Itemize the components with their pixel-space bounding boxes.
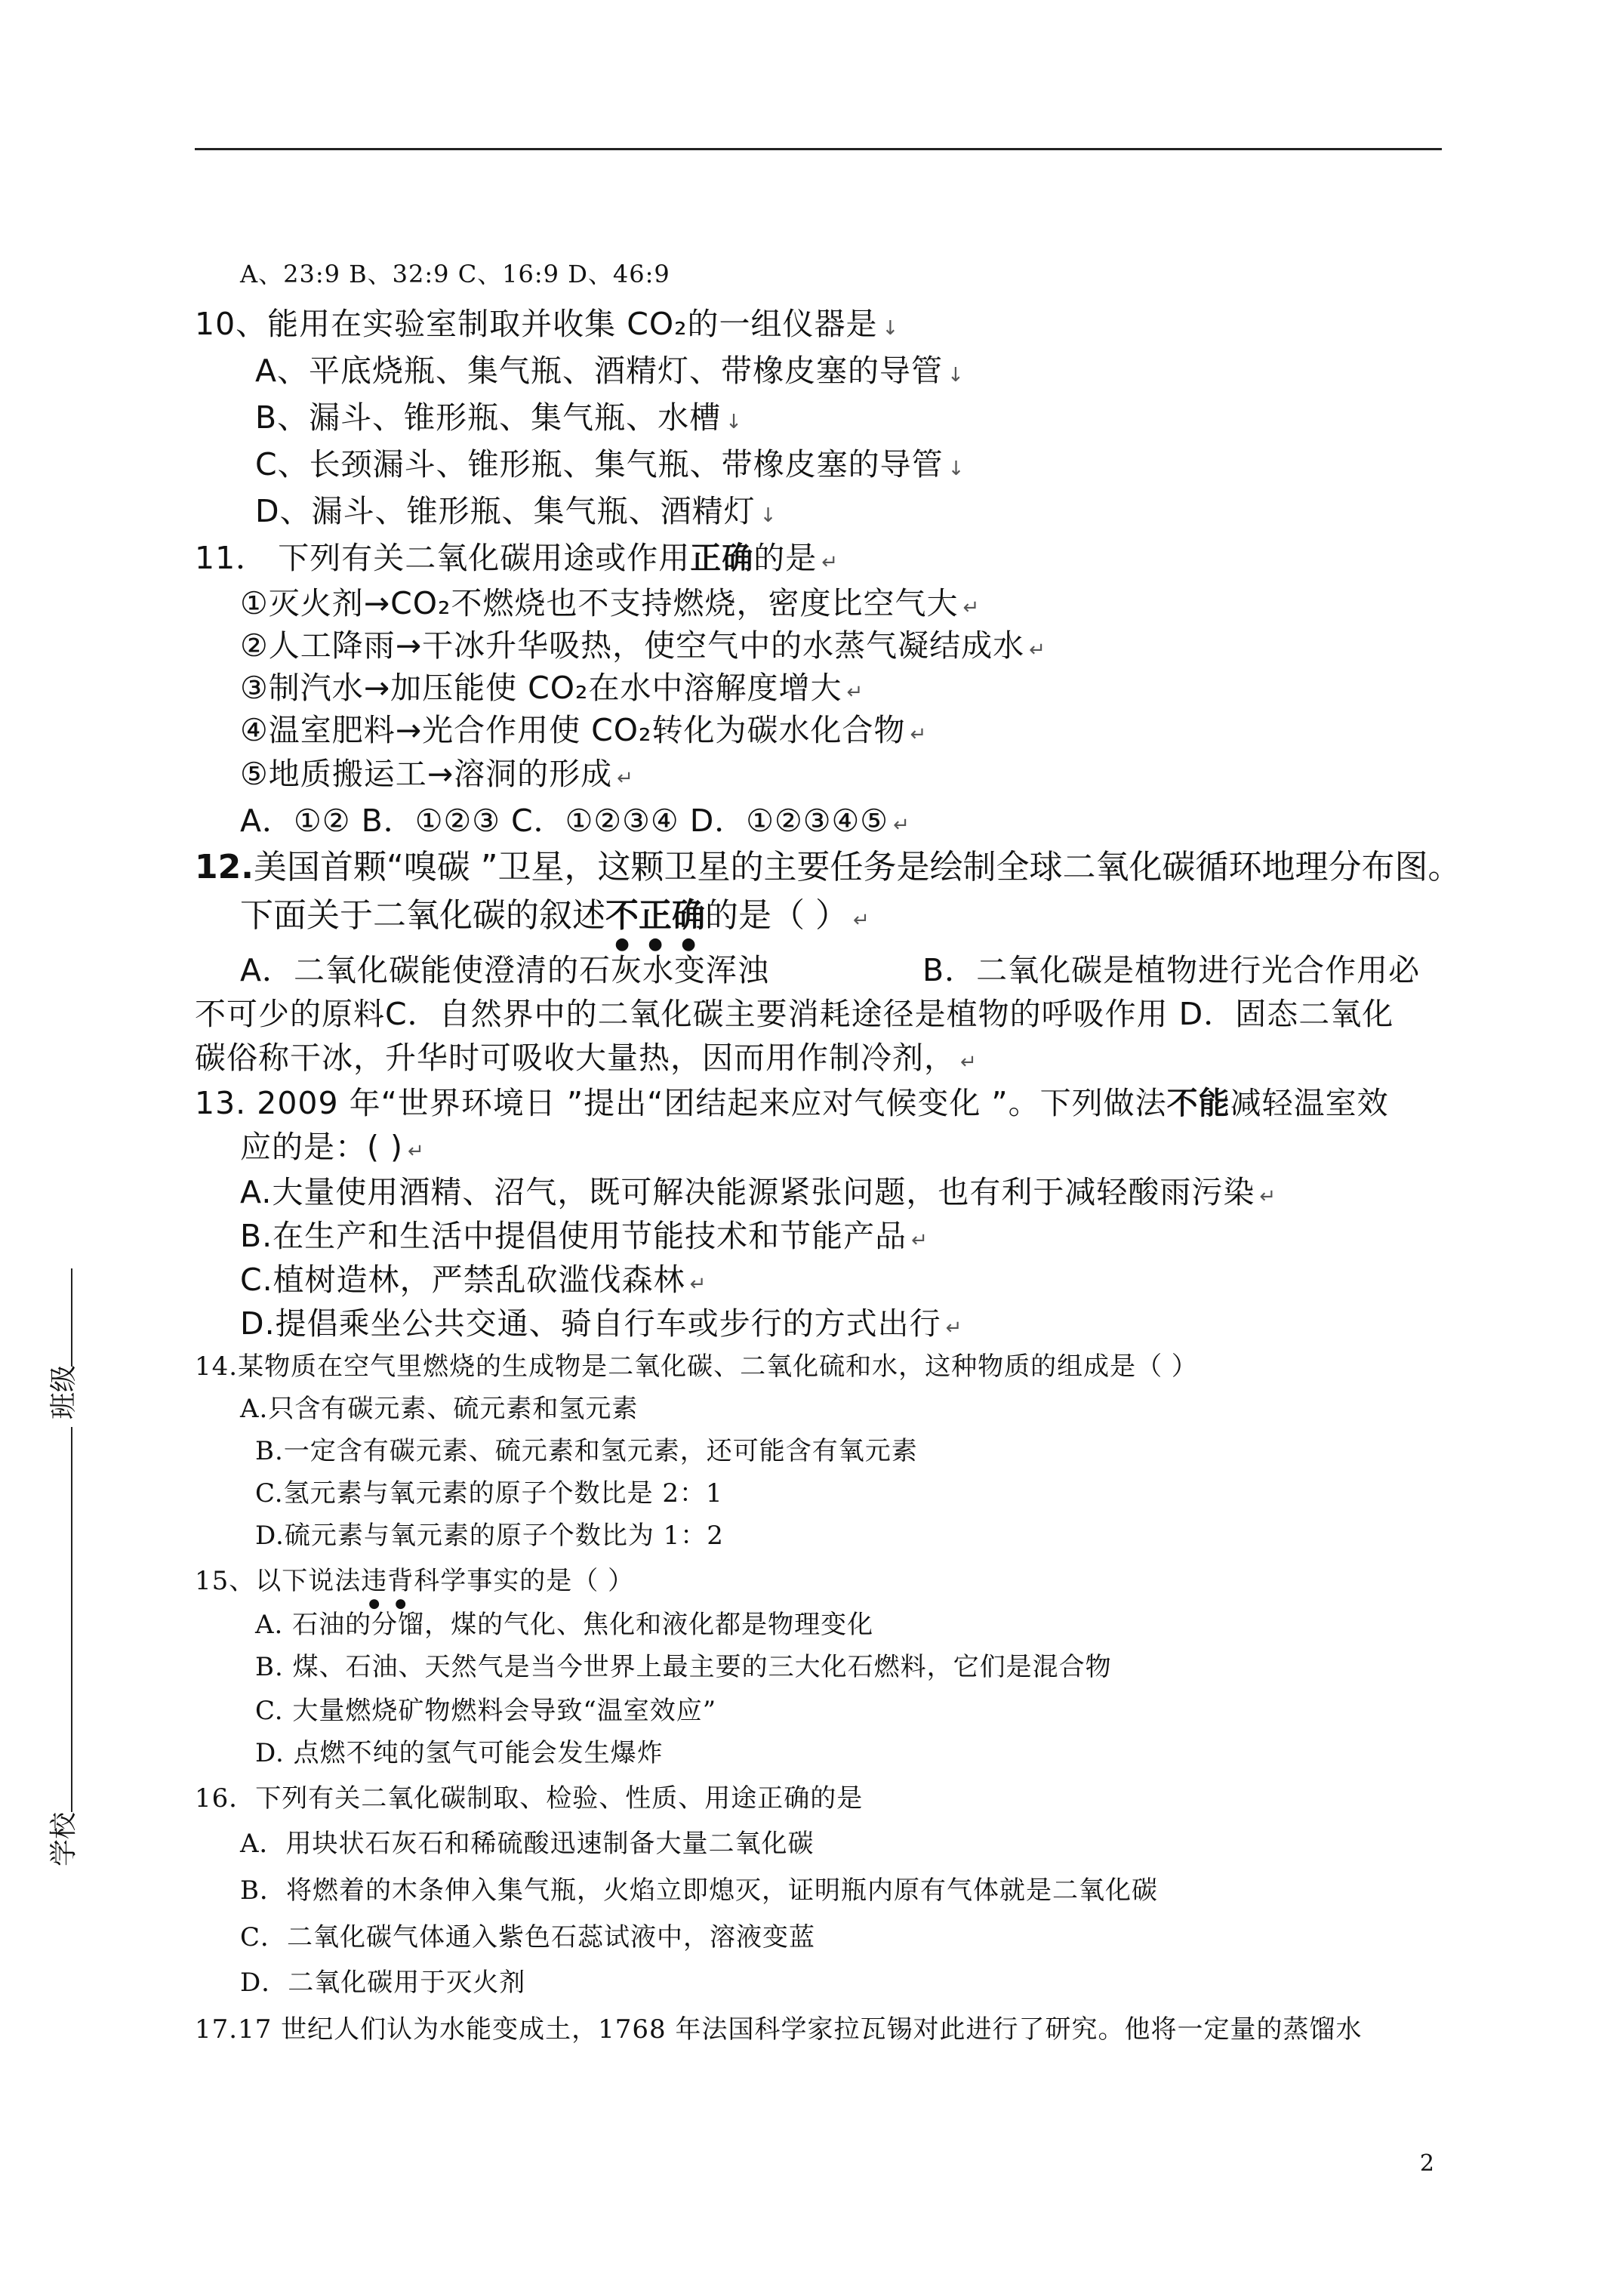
- q11-item-3: ③制汽水→加压能使 CO₂在水中溶解度增大 ↵: [240, 670, 864, 706]
- return-icon: ↵: [853, 909, 870, 932]
- q11-item-2: ②人工降雨→干冰升华吸热，使空气中的水蒸气凝结成水 ↵: [240, 627, 1046, 664]
- return-icon: ↵: [408, 1140, 425, 1163]
- return-icon: ↵: [945, 1317, 963, 1339]
- school-label: 学校: [48, 1811, 79, 1866]
- class-fill-line: [71, 1268, 72, 1367]
- q16-option-d: D．二氧化碳用于灭火剂: [240, 1968, 526, 1998]
- return-icon: ↵: [689, 1273, 707, 1296]
- q12-options-line-2: 不可少的原料C．自然界中的二氧化碳主要消耗途径是植物的呼吸作用 D．固态二氧化: [195, 996, 1394, 1032]
- q13-stem-2: 应的是：( ) ↵: [240, 1129, 425, 1165]
- q13-option-a: A.大量使用酒精、沼气，既可解决能源紧张问题，也有利于减轻酸雨污染 ↵: [240, 1174, 1277, 1210]
- q13-stem-1: 13. 2009 年“世界环境日 ”提出“团结起来应对气候变化 ”。下列做法不能减轻温室效: [195, 1085, 1389, 1121]
- page-number: 2: [1419, 2150, 1434, 2177]
- q14-stem: 14.某物质在空气里燃烧的生成物是二氧化碳、二氧化硫和水，这种物质的组成是（ ）: [195, 1351, 1198, 1382]
- q15-option-d: D. 点燃不纯的氢气可能会发生爆炸: [255, 1738, 664, 1768]
- q16-option-a: A．用块状石灰石和稀硫酸迅速制备大量二氧化碳: [240, 1829, 815, 1859]
- arrow-icon: ↓: [759, 504, 778, 527]
- q12-stem-2: 下面关于二氧化碳的叙述不正确的是（ ） ↵: [240, 896, 870, 935]
- school-fill-line: [71, 1427, 72, 1812]
- q15-option-b: B. 煤、石油、天然气是当今世界上最主要的三大化石燃料，它们是混合物: [255, 1652, 1112, 1682]
- q14-option-a: A.只含有碳元素、硫元素和氢元素: [240, 1394, 639, 1424]
- class-label: 班级: [48, 1364, 79, 1419]
- q16-stem: 16．下列有关二氧化碳制取、检验、性质、用途正确的是: [195, 1783, 864, 1814]
- return-icon: ↵: [821, 551, 839, 574]
- q9-options: A、23:9 B、32:9 C、16:9 D、46:9: [240, 260, 670, 288]
- q14-option-b: B.一定含有碳元素、硫元素和氢元素，还可能含有氧元素: [255, 1436, 918, 1466]
- return-icon: ↵: [1259, 1185, 1277, 1208]
- q10-option-c: C、长颈漏斗、锥形瓶、集气瓶、带橡皮塞的导管 ↓: [255, 446, 965, 482]
- return-icon: ↵: [846, 681, 864, 704]
- q10-option-d: D、漏斗、锥形瓶、集气瓶、酒精灯 ↓: [255, 493, 778, 529]
- q11-stem: 11． 下列有关二氧化碳用途或作用正确的是 ↵: [195, 540, 839, 576]
- q12-option-a: A．二氧化碳能使澄清的石灰水变浑浊: [240, 952, 770, 988]
- q10-option-a: A、平底烧瓶、集气瓶、酒精灯、带橡皮塞的导管 ↓: [255, 353, 965, 389]
- q15-option-a: A. 石油的分馏，煤的气化、焦化和液化都是物理变化: [255, 1610, 874, 1640]
- q14-option-c: C.氢元素与氧元素的原子个数比是 2：1: [255, 1478, 723, 1509]
- arrow-icon: ↓: [882, 317, 900, 340]
- q13-option-b: B.在生产和生活中提倡使用节能技术和节能产品 ↵: [240, 1218, 929, 1254]
- q17-stem: 17.17 世纪人们认为水能变成土，1768 年法国科学家拉瓦锡对此进行了研究。他将一定量的蒸馏水: [195, 2014, 1363, 2045]
- q14-option-d: D.硫元素与氧元素的原子个数比为 1：2: [255, 1521, 724, 1551]
- arrow-icon: ↓: [725, 411, 743, 433]
- q16-option-c: C．二氧化碳气体通入紫色石蕊试液中，溶液变蓝: [240, 1922, 816, 1952]
- q10-stem: 10、能用在实验室制取并收集 CO₂的一组仪器是 ↓: [195, 306, 900, 342]
- q11-item-4: ④温室肥料→光合作用使 CO₂转化为碳水化合物 ↵: [240, 712, 928, 748]
- q11-options: A．①② B．①②③ C．①②③④ D．①②③④⑤ ↵: [240, 803, 910, 839]
- header-rule: [195, 148, 1442, 150]
- q11-item-5: ⑤地质搬运工→溶洞的形成 ↵: [240, 756, 634, 792]
- return-icon: ↵: [893, 814, 910, 837]
- q13-option-c: C.植树造林，严禁乱砍滥伐森林 ↵: [240, 1262, 707, 1298]
- q15-stem: 15、以下说法违背科学事实的是（ ）: [195, 1566, 635, 1596]
- return-icon: ↵: [911, 1229, 929, 1252]
- return-icon: ↵: [962, 596, 981, 619]
- arrow-icon: ↓: [947, 364, 965, 387]
- q10-option-b: B、漏斗、锥形瓶、集气瓶、水槽 ↓: [255, 399, 743, 436]
- return-icon: ↵: [1029, 639, 1046, 661]
- q11-item-1: ①灭火剂→CO₂不燃烧也不支持燃烧，密度比空气大 ↵: [240, 585, 981, 621]
- return-icon: ↵: [910, 723, 928, 746]
- q12-stem-1: 12.美国首颗“嗅碳 ”卫星，这颗卫星的主要任务是绘制全球二氧化碳循环地理分布图。: [195, 848, 1461, 886]
- return-icon: ↵: [617, 767, 634, 790]
- q13-option-d: D.提倡乘坐公共交通、骑自行车或步行的方式出行 ↵: [240, 1305, 963, 1342]
- q16-option-b: B．将燃着的木条伸入集气瓶，火焰立即熄灭，证明瓶内原有气体就是二氧化碳: [240, 1875, 1158, 1906]
- q12-options-line-3: 碳俗称干冰，升华时可吸收大量热，因而用作制冷剂， ↵: [195, 1040, 978, 1076]
- q15-option-c: C. 大量燃烧矿物燃料会导致“温室效应”: [255, 1696, 717, 1726]
- return-icon: ↵: [960, 1051, 978, 1074]
- q12-option-b: B．二氧化碳是植物进行光合作用必: [922, 952, 1421, 988]
- arrow-icon: ↓: [947, 458, 965, 480]
